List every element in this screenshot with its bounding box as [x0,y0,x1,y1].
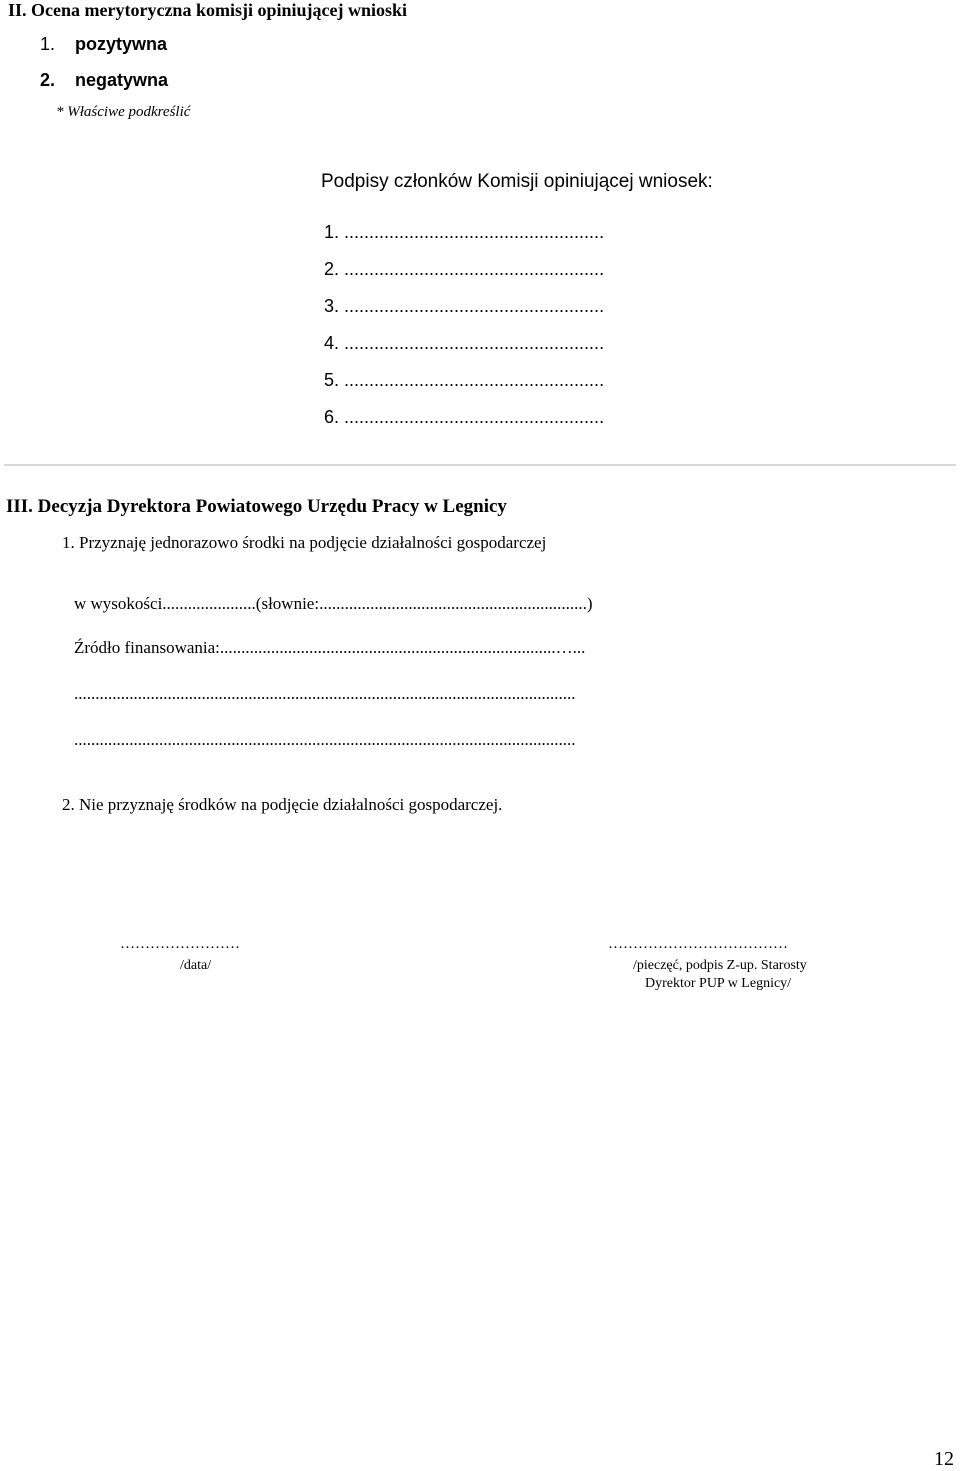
funding-source-line: Źródło finansowania:...............................................................................…... [74,638,586,657]
blank-line: ...................................................................................................................... [74,684,576,703]
signature-line-4: 4. .................................................... [324,333,605,353]
option-number: 1. [40,34,56,54]
page-number: 12 [934,1448,954,1470]
blank-line: ...................................................................................................................... [74,730,576,749]
option-number: 2. [40,70,56,90]
refusal-paragraph: 2. Nie przyznaję środków na podjęcie działalności gospodarczej. [62,795,503,814]
stamp-label-line-1: /pieczęć, podpis Z-up. Starosty [633,958,807,973]
section-iii-heading: III. Decyzja Dyrektora Powiatowego Urzędu Pracy w Legnicy [6,496,507,517]
signatures-heading: Podpisy członków Komisji opiniującej wniosek: [321,171,713,192]
signature-line-1: 1. .................................................... [324,222,605,242]
section-ii-heading: II. Ocena merytoryczna komisji opiniującej wnioski [8,0,407,20]
option-negative [40,70,169,91]
grant-paragraph: 1. Przyznaję jednorazowo środki na podjęcie działalności gospodarczej [62,533,547,552]
date-signature-line: …………………… [120,936,240,952]
underline-note: * Właściwe podkreślić [56,104,191,120]
stamp-signature-line: ……………………………… [608,936,788,952]
section-divider [4,464,956,466]
option-label: pozytywna [75,34,168,54]
signature-line-6: 6. .................................................... [324,407,605,427]
amount-line: w wysokości......................(słownie:...............................................................) [74,594,593,613]
option-positive [40,34,168,55]
stamp-label-line-2: Dyrektor PUP w Legnicy/ [645,976,792,991]
signature-line-3: 3. .................................................... [324,296,605,316]
signature-line-2: 2. .................................................... [324,259,605,279]
option-label: negatywna [75,70,169,90]
signature-line-5: 5. .................................................... [324,370,605,390]
date-label: /data/ [180,958,212,973]
